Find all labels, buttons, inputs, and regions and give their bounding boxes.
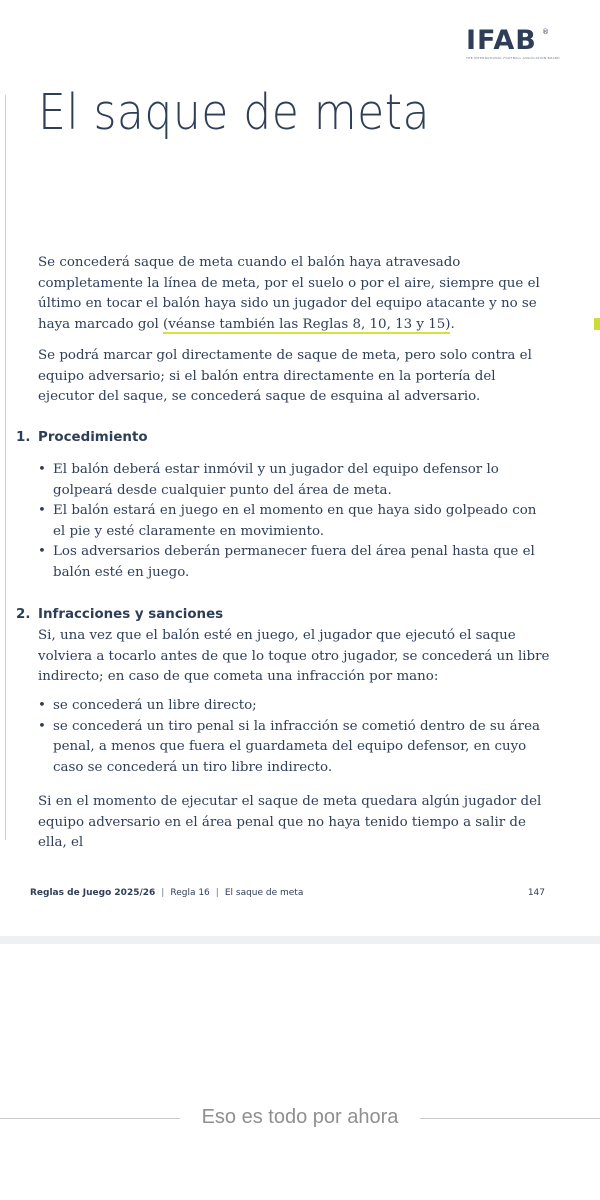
intro-paragraph-2: Se podrá marcar gol directamente de saque de meta, pero solo contra el equipo adversario; si el balón entra directamente en la portería del ejecutor del saque, se concederá saque de esquina al adversario. <box>38 348 532 404</box>
logo-registered-mark: ® <box>542 28 549 36</box>
rules-reference-highlight: (véanse también las Reglas 8, 10, 13 y 15) <box>163 316 451 332</box>
section-heading-procedimiento <box>16 430 148 445</box>
logo-subtitle: THE INTERNATIONAL FOOTBALL ASSOCIATION BOARD <box>466 56 560 60</box>
infractions-closing-paragraph: Si en el momento de ejecutar el saque de meta quedara algún jugador del equipo adversario en el área penal que no haya tenido tiempo a salir de ella, el <box>38 794 542 850</box>
section-number: 2. <box>16 607 31 622</box>
page-footer <box>30 888 545 898</box>
intro-paragraph-1-text: Se concederá saque de meta cuando el balón haya atravesado completamente la línea de meta, por el suelo o por el aire, siempre que el último en tocar el balón haya sido un jugador del equipo atacante y no se haya marcado gol <box>38 255 540 332</box>
procedure-list <box>38 460 552 583</box>
scroll-position-marker <box>594 318 600 330</box>
list-item: • se concederá un libre directo; <box>38 696 552 717</box>
sanctions-list <box>38 696 552 778</box>
list-item: • El balón estará en juego en el momento en que haya sido golpeado con el pie y esté claramente en movimiento. <box>38 501 552 542</box>
logo-text: IFAB <box>466 25 537 56</box>
ifab-logo <box>466 25 560 62</box>
footer-section: El saque de meta <box>224 888 304 898</box>
intro-paragraph-1 <box>38 253 552 335</box>
intro-paragraph-1-end: . <box>450 316 455 332</box>
infractions-intro-paragraph: Si, una vez que el balón esté en juego, el jugador que ejecutó el saque volviera a tocarlo antes de que lo toque otro jugador, se concederá un libre indirecto; en caso de que cometa una infracción por mano: <box>38 628 550 684</box>
section-number: 1. <box>16 430 31 445</box>
footer-rule: Regla 16 <box>170 888 210 898</box>
list-item: • Los adversarios deberán permanecer fuera del área penal hasta que el balón esté en juego. <box>38 542 552 583</box>
list-item: • se concederá un tiro penal si la infracción se cometió dentro de su área penal, a menos que fuera el guardameta del equipo defensor, en cuyo caso se concederá un tiro libre indirecto. <box>38 717 552 779</box>
page-title: El saque de meta <box>38 84 430 141</box>
section-heading-infracciones <box>16 607 223 622</box>
footer-book-title: Reglas de Juego 2025/26 <box>30 888 156 898</box>
left-margin-rule <box>5 95 6 840</box>
page-divider <box>0 936 600 944</box>
list-item: • El balón deberá estar inmóvil y un jugador del equipo defensor lo golpeará desde cualquier punto del área de meta. <box>38 460 552 501</box>
section-title: Infracciones y sanciones <box>38 607 224 622</box>
end-of-content-message: Eso es todo por ahora <box>180 1106 420 1129</box>
section-title: Procedimiento <box>38 430 148 445</box>
footer-separator: | <box>161 888 165 898</box>
footer-separator: | <box>215 888 219 898</box>
page-number: 147 <box>527 888 545 898</box>
